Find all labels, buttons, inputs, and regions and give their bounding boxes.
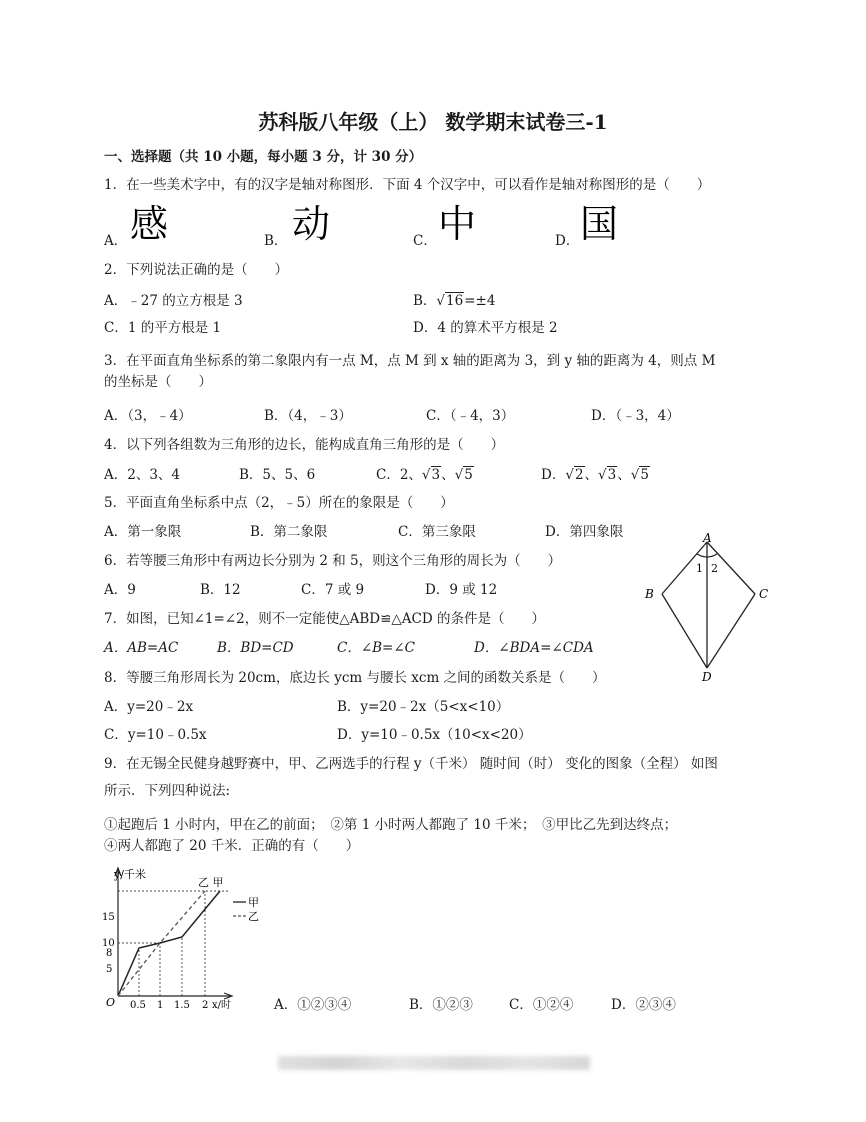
y-tick-8: 8 <box>106 948 113 959</box>
angle-1-label: 1 <box>696 562 703 575</box>
q4-option-d[interactable] <box>541 466 650 484</box>
q4-option-c-prefix: C．2、 <box>376 467 422 483</box>
q5-stem: 5．平面直角坐标系中点（2，﹣5）所在的象限是（ ） <box>104 495 454 511</box>
q9-option-d[interactable]: D．②③④ <box>611 997 676 1013</box>
q7-option-d[interactable]: D．∠BDA=∠CDA <box>474 640 594 656</box>
q9-statements-1-3: ①起跑后 1 小时内，甲在乙的前面； ②第 1 小时两人都跑了 10 千米； ③甲比乙先到达终点； <box>104 817 678 833</box>
kite-figure <box>640 532 775 682</box>
q9-option-b[interactable]: B．①②③ <box>409 997 473 1013</box>
q9-option-c[interactable]: C．①②④ <box>509 997 574 1013</box>
q8-option-b[interactable]: B．y=20﹣2x（5<x<10） <box>337 699 510 715</box>
q2-option-b-tail: =±4 <box>464 293 496 309</box>
q1-char-gan: 感 <box>130 202 169 246</box>
sqrt-symbol: √16 <box>436 293 464 309</box>
q5-option-b[interactable]: B．第二象限 <box>250 524 328 540</box>
point-b-label: B <box>645 587 654 601</box>
segment-bd <box>662 594 707 668</box>
q1-option-c-label[interactable]: C． <box>413 233 437 249</box>
q4-option-b[interactable]: B．5、5、6 <box>239 467 316 483</box>
x-tick-2: 2 <box>202 1000 209 1011</box>
q3-option-d[interactable]: D．（﹣3，4） <box>591 408 680 424</box>
point-d-label: D <box>702 670 712 682</box>
q3-stem-line2: 的坐标是（ ） <box>104 374 212 390</box>
blurred-footer-watermark <box>278 1056 590 1070</box>
legend-yi-label: 乙 <box>248 910 259 923</box>
top-series-labels: 乙 甲 <box>198 876 224 889</box>
q6-option-a[interactable]: A．9 <box>104 582 136 598</box>
q2-option-b-radicand: 16 <box>446 293 464 309</box>
q2-option-d[interactable]: D．4 的算术平方根是 2 <box>413 320 558 336</box>
q8-option-d[interactable]: D．y=10﹣0.5x（10<x<20） <box>337 727 532 743</box>
q4-option-d-radicand-3: 5 <box>640 467 649 483</box>
q9-option-a[interactable]: A．①②③④ <box>274 997 352 1013</box>
q2-option-b-label: B． <box>413 293 437 309</box>
point-c-label: C <box>759 587 769 601</box>
q6-option-c[interactable]: C．7 或 9 <box>301 582 365 598</box>
x-axis-label: x/时 <box>212 1000 232 1011</box>
q4-option-c-radicand-1: 3 <box>431 467 441 483</box>
line-yi <box>118 891 205 996</box>
sqrt-symbol: √3 <box>598 467 617 483</box>
q1-option-a-label[interactable]: A． <box>104 233 128 249</box>
q5-option-c[interactable]: C．第三象限 <box>398 524 476 540</box>
q4-option-a[interactable]: A．2、3、4 <box>104 467 181 483</box>
q1-option-d-label[interactable]: D． <box>555 233 580 249</box>
q5-option-d[interactable]: D．第四象限 <box>545 524 624 540</box>
y-axis-label: y/千米 <box>114 868 146 881</box>
x-tick-1-5: 1.5 <box>174 1000 190 1011</box>
q4-option-c-sep: 、 <box>441 467 455 483</box>
q6-option-b[interactable]: B．12 <box>200 582 241 598</box>
q4-option-d-radicand-2: 3 <box>607 467 617 483</box>
q2-stem: 2．下列说法正确的是（ ） <box>104 262 289 278</box>
q9-stem-line2: 所示．下列四种说法: <box>104 783 231 799</box>
x-tick-0-5: 0.5 <box>130 1000 146 1011</box>
q4-stem: 4．以下列各组数为三角形的边长，能构成直角三角形的是（ ） <box>104 437 505 453</box>
section-heading-choice: 一、选择题（共 10 小题，每小题 3 分，计 30 分） <box>104 149 423 165</box>
q1-char-zhong: 中 <box>438 202 477 246</box>
q3-stem-line1: 3．在平面直角坐标系的第二象限内有一点 M，点 M 到 x 轴的距离为 3，到 y 轴的距离为 4，则点 M <box>104 353 716 369</box>
q7-option-a[interactable]: A．AB=AC <box>104 640 179 656</box>
q8-option-c[interactable]: C．y=10﹣0.5x <box>104 727 207 743</box>
q1-char-dong: 动 <box>292 202 331 246</box>
q4-option-d-prefix: D． <box>541 467 566 483</box>
sqrt-symbol: √5 <box>454 467 473 483</box>
sqrt-symbol: √2 <box>565 467 584 483</box>
q4-option-d-sep-1: 、 <box>584 467 599 483</box>
running-graph <box>100 864 270 1012</box>
q7-option-b[interactable]: B．BD=CD <box>217 640 294 656</box>
q4-option-c-radicand-2: 5 <box>464 467 473 483</box>
point-a-label: A <box>703 532 712 545</box>
q4-option-d-radicand-1: 2 <box>574 467 584 483</box>
legend-jia-label: 甲 <box>248 896 259 909</box>
q1-option-b-label[interactable]: B． <box>264 233 288 249</box>
y-tick-10: 10 <box>102 938 115 949</box>
q8-option-a[interactable]: A．y=20﹣2x <box>104 699 194 715</box>
q2-option-b[interactable] <box>413 292 495 310</box>
q5-option-a[interactable]: A．第一象限 <box>104 524 182 540</box>
q9-stem-line1: 9．在无锡全民健身越野赛中，甲、乙两选手的行程 y（千米） 随时间（时） 变化的图象（全程） 如图 <box>104 756 718 772</box>
q3-option-c[interactable]: C．（﹣4，3） <box>426 408 515 424</box>
q6-stem: 6．若等腰三角形中有两边长分别为 2 和 5，则这个三角形的周长为（ ） <box>104 553 562 569</box>
q4-option-d-sep-2: 、 <box>617 467 631 483</box>
q3-option-a[interactable]: A．（3，﹣4） <box>104 408 192 424</box>
q4-option-c[interactable] <box>376 466 474 484</box>
q9-statement-4: ④两人都跑了 20 千米．正确的有（ ） <box>104 838 360 854</box>
origin-label: O <box>106 996 116 1009</box>
q2-option-a[interactable]: A．﹣27 的立方根是 3 <box>104 293 243 309</box>
q1-stem: 1．在一些美术字中，有的汉字是轴对称图形．下面 4 个汉字中，可以看作是轴对称图形的是（ ） <box>104 177 711 193</box>
y-tick-5: 5 <box>106 964 113 975</box>
q1-char-guo: 国 <box>580 202 619 246</box>
y-tick-15: 15 <box>102 912 115 923</box>
q6-option-d[interactable]: D．9 或 12 <box>425 582 498 598</box>
q8-stem: 8．等腰三角形周长为 20cm，底边长 ycm 与腰长 xcm 之间的函数关系是（ ） <box>104 670 606 686</box>
sqrt-symbol: √3 <box>421 467 441 483</box>
angle-2-label: 2 <box>711 562 718 575</box>
q2-option-c[interactable]: C．1 的平方根是 1 <box>104 320 222 336</box>
page-title: 苏科版八年级（上） 数学期末试卷三-1 <box>258 110 608 134</box>
q7-stem: 7．如图，已知∠1=∠2，则不一定能使△ABD≌△ACD 的条件是（ ） <box>104 611 545 627</box>
segment-cd <box>707 594 755 668</box>
sqrt-symbol: √5 <box>630 467 649 483</box>
q7-option-c[interactable]: C．∠B=∠C <box>337 640 416 656</box>
q3-option-b[interactable]: B．（4，﹣3） <box>264 408 352 424</box>
x-tick-1: 1 <box>157 1000 164 1011</box>
